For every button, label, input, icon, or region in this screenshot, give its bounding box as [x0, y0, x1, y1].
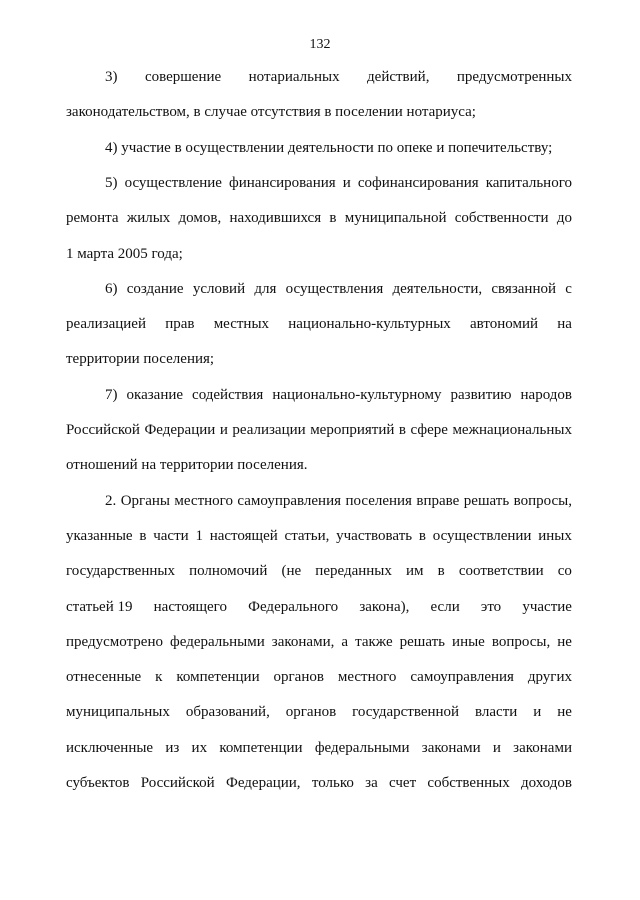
text-line: 4) участие в осуществлении деятельности по опеке и попечительству; — [105, 139, 553, 156]
word: и — [219, 422, 228, 438]
text-line — [66, 562, 572, 580]
word: федеральными — [314, 739, 410, 756]
word: вправе — [416, 492, 460, 509]
word: части — [153, 527, 189, 544]
word: софинансирования — [357, 174, 479, 191]
text-line: законодательством, в случае отсутствия в поселении нотариуса; — [66, 104, 476, 121]
word: оказание — [126, 386, 184, 403]
word: органов — [285, 704, 337, 721]
word: в — [398, 422, 407, 438]
word: им — [406, 563, 424, 580]
word: в — [329, 210, 337, 227]
word: местного — [337, 669, 397, 686]
word: также — [355, 633, 393, 650]
word: настоящего — [153, 598, 227, 615]
text-line — [66, 668, 572, 686]
word: национально-культурному — [272, 386, 442, 403]
word: Федерации, — [225, 775, 301, 791]
text-line: отношений на территории поселения. — [66, 457, 308, 474]
word: указанные — [66, 527, 133, 544]
word: местных — [213, 316, 270, 333]
word: создание — [126, 280, 184, 297]
word: предусмотрено — [66, 633, 163, 650]
word: сфере — [410, 422, 448, 438]
word: нотариальных — [248, 69, 340, 85]
word: осуществление — [124, 174, 222, 191]
word: муниципальных — [66, 704, 170, 721]
word: законами, — [271, 633, 335, 650]
text-line — [66, 739, 572, 757]
text-line — [66, 315, 572, 333]
word: других — [527, 669, 572, 686]
word: для — [254, 280, 277, 297]
word: национально-культурных — [288, 316, 451, 333]
word: законами — [421, 739, 481, 756]
word: ремонта — [66, 210, 119, 227]
text-line — [66, 421, 572, 439]
word: только — [311, 775, 354, 791]
word: местного — [174, 492, 233, 509]
text-line — [66, 68, 572, 86]
word: домов, — [178, 210, 222, 227]
word: содействия — [192, 386, 264, 403]
word: настоящей — [209, 527, 278, 544]
page-number: 132 — [309, 37, 331, 52]
word: межнациональных — [452, 422, 572, 438]
word: решать — [463, 492, 510, 509]
word: статьей 19 — [66, 598, 133, 615]
word: самоуправления — [410, 669, 514, 686]
word: полномочий — [189, 563, 268, 580]
word: соответствии — [458, 563, 544, 580]
text-line — [66, 633, 572, 651]
word: 1 — [195, 527, 203, 544]
word: жилых — [126, 210, 171, 227]
word: в — [418, 527, 426, 544]
word: а — [341, 633, 349, 650]
word: народов — [520, 386, 572, 403]
word: реализацией — [66, 316, 146, 333]
text-line — [66, 386, 572, 404]
word: это — [480, 598, 502, 615]
word: предусмотренных — [456, 69, 572, 85]
word: 2. — [105, 492, 117, 509]
word: автономий — [470, 316, 539, 333]
word: в — [437, 563, 445, 580]
word: и — [533, 704, 542, 721]
word: не — [557, 704, 572, 721]
word: с — [565, 280, 572, 297]
word: собственности — [454, 210, 549, 227]
word: Федерации — [144, 422, 216, 438]
word: их — [191, 739, 208, 756]
word: деятельности, — [392, 280, 483, 297]
text-line — [66, 174, 572, 192]
word: и — [342, 174, 351, 191]
word: 5) — [105, 174, 118, 191]
word: к — [155, 669, 163, 686]
word: капитального — [485, 174, 572, 191]
word: Органы — [120, 492, 170, 509]
word: 6) — [105, 280, 118, 297]
word: исключенные — [66, 739, 154, 756]
word: иные — [452, 633, 485, 650]
word: 7) — [105, 386, 118, 403]
word: реализации — [232, 422, 306, 438]
word: прав — [165, 316, 195, 333]
word: Российской — [66, 422, 140, 438]
word: государственной — [352, 704, 460, 721]
word: участвовать — [336, 527, 413, 544]
text-line — [66, 492, 572, 510]
word: органов — [273, 669, 324, 686]
word: из — [165, 739, 180, 756]
text-line — [66, 774, 572, 792]
word: не — [557, 633, 572, 650]
word: в — [139, 527, 147, 544]
word: закона), — [359, 598, 410, 615]
word: осуществлении — [432, 527, 532, 544]
word: самоуправления — [237, 492, 341, 509]
word: со — [557, 563, 572, 580]
word: образований, — [185, 704, 270, 721]
word: связанной — [491, 280, 556, 297]
word: поселения — [345, 492, 412, 509]
text-line: территории поселения; — [66, 351, 215, 368]
word: Российской — [140, 775, 215, 791]
word: развитию — [450, 386, 512, 403]
word: федеральными — [170, 633, 265, 650]
word: отнесенные — [66, 669, 142, 686]
word: вопросы, — [491, 633, 551, 650]
word: вопросы, — [513, 492, 572, 509]
word: и — [492, 739, 501, 756]
word: муниципальной — [344, 210, 447, 227]
word: компетенции — [176, 669, 260, 686]
word: субъектов — [66, 775, 130, 791]
word: условий — [192, 280, 246, 297]
word: собственных — [427, 775, 510, 791]
word: переданных — [315, 563, 392, 580]
word: иных — [538, 527, 572, 544]
word: решать — [399, 633, 446, 650]
word: мероприятий — [310, 422, 395, 438]
word: 3) — [105, 69, 118, 85]
text-line — [66, 598, 572, 616]
word: счет — [389, 775, 417, 791]
word: законами — [513, 739, 572, 756]
text-line — [66, 703, 572, 721]
word: участие — [522, 598, 572, 615]
word: доходов — [521, 775, 572, 791]
text-line: 1 марта 2005 года; — [66, 245, 183, 262]
word: до — [556, 210, 572, 227]
word: статьи, — [284, 527, 330, 544]
text-line — [66, 209, 572, 227]
text-line — [66, 527, 572, 545]
word: государственных — [66, 563, 175, 580]
word: совершение — [144, 69, 222, 85]
text-line — [66, 280, 572, 298]
word: на — [557, 316, 572, 333]
word: действий, — [367, 69, 430, 85]
word: (не — [281, 563, 302, 580]
word: Федерального — [248, 598, 339, 615]
word: если — [430, 598, 460, 615]
word: находившихся — [229, 210, 322, 227]
word: осуществления — [285, 280, 384, 297]
word: власти — [475, 704, 518, 721]
word: финансирования — [229, 174, 336, 191]
word: за — [365, 775, 378, 791]
word: компетенции — [219, 739, 303, 756]
